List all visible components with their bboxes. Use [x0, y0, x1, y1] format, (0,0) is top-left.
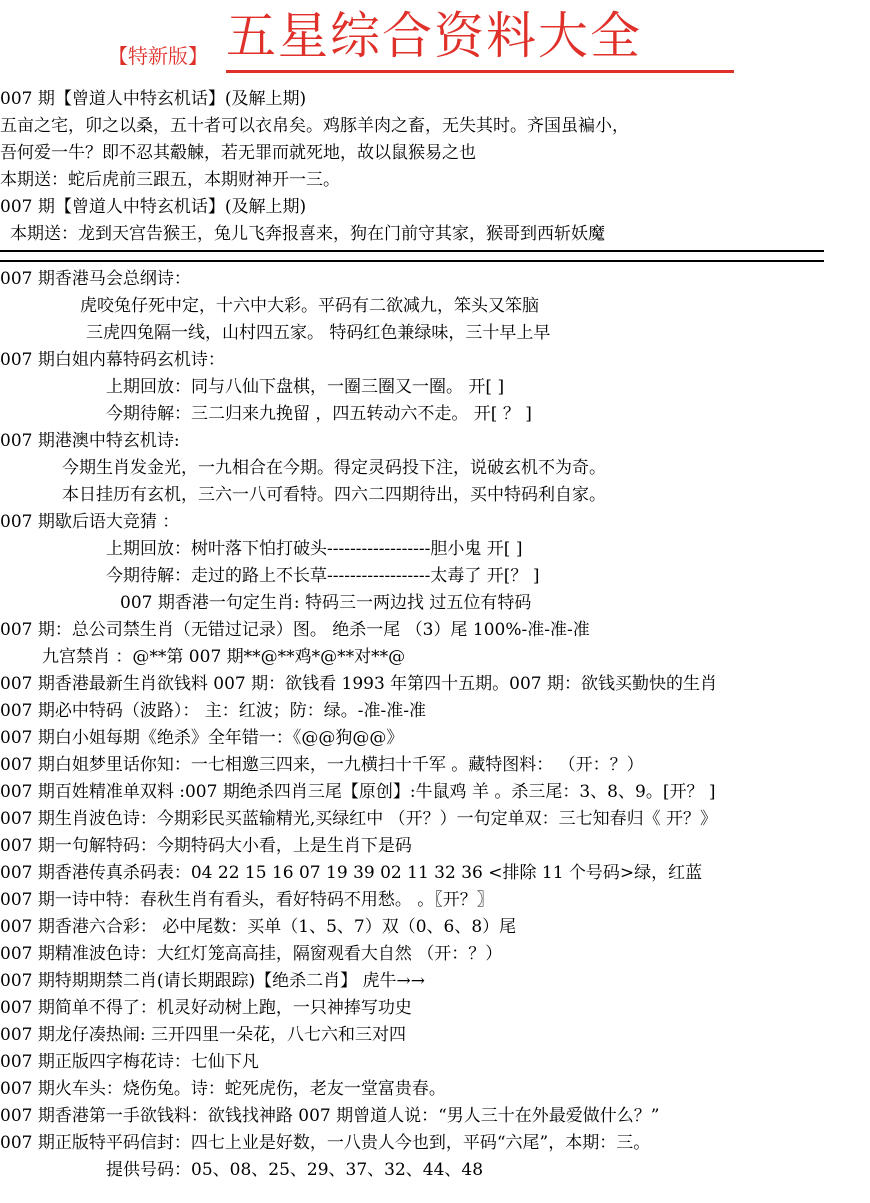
text-line: 007 期香港一句定生肖: 特码三一两边找 过五位有特码	[120, 593, 532, 613]
text-line: 提供号码：05、08、25、29、37、32、44、48	[106, 1160, 484, 1180]
text-line: 五亩之宅，卯之以桑，五十者可以衣帛矣。鸡豚羊肉之畜，无失其时。齐国虽褊小，	[0, 116, 629, 136]
text-line: 007 期正版特平码信封：四七上业是好数，一八贵人今也到，平码“六尾”，本期：三。	[0, 1133, 651, 1153]
text-line: 三虎四兔隔一线，山村四五家。 特码红色兼绿味，三十早上早	[86, 323, 551, 343]
text-line: 007 期简单不得了：机灵好动树上跑，一只神捧写功史	[0, 998, 412, 1018]
text-line: 本期送：龙到天宫告猴王，兔儿飞奔报喜来，狗在门前守其家，猴哥到西斩妖魔	[10, 224, 605, 244]
title-underline	[226, 70, 734, 73]
text-line: 007 期百姓精准单双料 :007 期绝杀四肖三尾【原创】:牛鼠鸡 羊 。杀三尾：3、8、9。[开？ ]	[0, 782, 716, 802]
text-line: 007 期一诗中特：春秋生肖有看头，看好特码不用愁。 。〖开？〗	[0, 890, 494, 910]
text-line: 007 期白小姐每期《绝杀》全年错一：《@@狗@@》	[0, 728, 404, 748]
edition-badge: 【特新版】	[108, 44, 208, 68]
text-line: 007 期【曾道人中特玄机话】(及解上期)	[0, 89, 307, 109]
header	[0, 0, 870, 86]
text-line: 今期生肖发金光，一九相合在今期。得定灵码投下注，说破玄机不为奇。	[62, 458, 606, 478]
text-line: 007 期特期期禁二肖(请长期跟踪)【绝杀二肖】 虎牛→→	[0, 971, 426, 991]
text-line: 上期回放：同与八仙下盘棋，一圈三圈又一圈。 开[ ]	[106, 377, 505, 397]
text-line: 007 期香港传真杀码表：04 22 15 16 07 19 39 02 11 32 36 <排除 11 个号码>绿，红蓝	[0, 863, 703, 883]
text-line: 007 期香港最新生肖欲钱料 007 期：欲钱看 1993 年第四十五期。007 期：欲钱买勤快的生肖	[0, 674, 718, 694]
top-section	[0, 86, 870, 248]
text-line: 007 期正版四字梅花诗：七仙下凡	[0, 1052, 259, 1072]
content	[0, 86, 870, 1184]
text-line: 007 期【曾道人中特玄机话】(及解上期)	[0, 197, 307, 217]
text-line: 007 期龙仔凑热闹: 三开四里一朵花，八七六和三对四	[0, 1025, 406, 1045]
page-title: 五星综合资料大全	[226, 7, 642, 65]
text-line: 本日挂历有玄机，三六一八可看特。四六二四期待出，买中特码利自家。	[62, 485, 606, 505]
text-line: 007 期香港六合彩： 必中尾数：买单（1、5、7）双（0、6、8）尾	[0, 917, 517, 937]
text-line: 上期回放：树叶落下怕打破头------------------胆小鬼 开[ ]	[106, 539, 523, 559]
text-line: 007 期港澳中特玄机诗:	[0, 431, 180, 451]
text-line: 007 期一句解特码：今期特码大小看，上是生肖下是码	[0, 836, 412, 856]
text-line: 007 期香港第一手欲钱料：欲钱找神路 007 期曾道人说：“男人三十在外最爱做什么？”	[0, 1106, 660, 1126]
text-line: 本期送：蛇后虎前三跟五，本期财神开一三。	[0, 170, 340, 190]
text-line: 007 期白姐内幕特码玄机诗：	[0, 350, 225, 370]
text-line: 今期待解：走过的路上不长草------------------太毒了 开[？ ]	[106, 566, 540, 586]
text-line: 虎咬兔仔死中定，十六中大彩。平码有二欲减九，笨头又笨脑	[80, 296, 539, 316]
main-section	[0, 266, 870, 1184]
text-line: 007 期必中特码（波路）： 主：红波；防：绿。-准-准-准	[0, 701, 426, 721]
text-line: 007 期：总公司禁生肖（无错过记录）图。 绝杀一尾 （3）尾 100%-准-准-准	[0, 620, 590, 640]
separator-line	[0, 250, 824, 262]
text-line: 007 期香港马会总纲诗：	[0, 269, 191, 289]
text-line: 九宫禁肖 ：@**第 007 期**@**鸡*@**对**@	[42, 647, 406, 667]
text-line: 007 期白姐梦里话你知：一七相邀三四来，一九横扫十千军 。藏特图料： （开：？）	[0, 755, 644, 775]
text-line: 007 期歇后语大竞猜 ：	[0, 512, 180, 532]
text-line: 007 期生肖波色诗：今期彩民买蓝输精光,买绿红中 （开？）一句定单双：三七知春归《 开？》	[0, 809, 718, 829]
text-line: 今期待解：三二归来九挽留 ，四五转动六不走。 开[ ？ ]	[106, 404, 532, 424]
text-line: 007 期精准波色诗：大红灯笼高高挂，隔窗观看大自然 （开：？）	[0, 944, 503, 964]
text-line: 007 期火车头：烧伤兔。诗：蛇死虎伤，老友一堂富贵春。	[0, 1079, 446, 1099]
text-line: 吾何爱一牛？即不忍其觳觫，若无罪而就死地，故以鼠猴易之也	[0, 143, 476, 163]
